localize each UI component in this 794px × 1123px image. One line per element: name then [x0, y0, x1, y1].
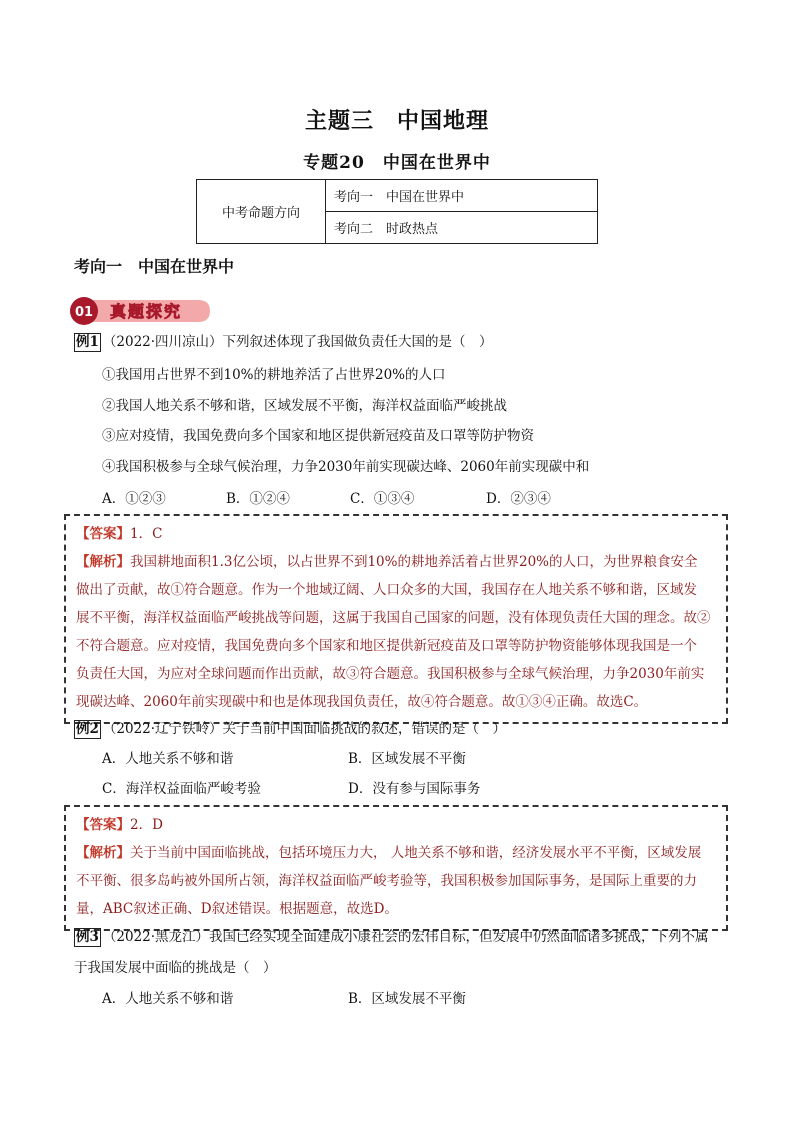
direction-table: [196, 179, 598, 244]
badge-graphic: [70, 296, 212, 326]
example-1-option-a: A．①②③: [102, 491, 166, 507]
example-2-answer-box: [64, 805, 728, 931]
example-1-analysis-line-4: 不符合题意。应对疫情，我国免费向多个国家和地区提供新冠疫苗及口罩等防护物资能够体现我国是一个: [76, 638, 697, 654]
section-badge: [70, 296, 212, 326]
example-1-analysis-line-3: 展不平衡，海洋权益面临严峻挑战等问题，这属于我国自己国家的问题，没有体现负责任大国的理念。故②: [76, 610, 711, 626]
example-3-label: 例3: [76, 929, 99, 945]
example-2-option-b: B．区域发展不平衡: [348, 751, 466, 767]
example-3-options: [102, 988, 466, 1010]
example-2-options-row-1: [102, 748, 466, 770]
example-1-answer-box: [64, 514, 728, 724]
example-2-options-row-2: [102, 778, 480, 800]
example-3-stem-line-1: [74, 926, 709, 948]
example-3-stem-line-2: 于我国发展中面临的挑战是（ ）: [74, 960, 277, 976]
page-subtitle: 专题20 中国在世界中: [303, 153, 491, 173]
example-3-option-a: A．人地关系不够和谐: [102, 991, 234, 1007]
example-2-option-c: C．海洋权益面临严峻考验: [102, 781, 261, 797]
example-1-stem-line: [74, 331, 493, 353]
badge-number: 01: [74, 305, 94, 320]
example-3-stem-1: （2022·黑龙江）我国已经实现全面建成小康社会的宏伟目标，但发展中仍然面临诸多挑战，下列不属: [102, 929, 709, 945]
example-1-options: [102, 488, 551, 510]
section-title: 考向一 中国在世界中: [74, 257, 235, 276]
page-title: 主题三 中国地理: [304, 109, 489, 134]
example-1-statement-1: ①我国用占世界不到10%的耕地养活了占世界20%的人口: [102, 367, 446, 383]
example-1-analysis-line-5: 负责任大国，为应对全球问题而作出贡献，故③符合题意。我国积极参与全球气候治理，力争2030年前实: [76, 666, 705, 682]
example-2-analysis-line-1: 【解析】关于当前中国面临挑战，包括环境压力大， 人地关系不够和谐，经济发展水平不平衡，区域发展: [76, 845, 702, 861]
example-2-analysis-line-3: 量，ABC叙述正确、D叙述错误。根据题意，故选D。: [76, 901, 398, 917]
example-2-option-d: D．没有参与国际事务: [348, 781, 481, 797]
example-1-option-c: C．①③④: [350, 491, 415, 507]
example-1-statement-4: ④我国积极参与全球气候治理，力争2030年前实现碳达峰、2060年前实现碳中和: [102, 459, 590, 475]
example-1-statement-2: ②我国人地关系不够和谐，区域发展不平衡，海洋权益面临严峻挑战: [102, 398, 507, 414]
direction-item-1: 考向一 中国在世界中: [326, 180, 598, 212]
example-3-option-b: B．区域发展不平衡: [348, 991, 466, 1007]
example-1-analysis-line-2: 做出了贡献，故①符合题意。作为一个地域辽阔、人口众多的大国，我国存在人地关系不够和谐，区域发: [76, 582, 697, 598]
example-2-option-a: A．人地关系不够和谐: [102, 751, 234, 767]
example-2-answer: 【答案】2．D: [76, 817, 163, 833]
example-2-stem-line: [74, 718, 506, 740]
example-1-statement-3: ③应对疫情，我国免费向多个国家和地区提供新冠疫苗及口罩等防护物资: [102, 428, 534, 444]
badge-text: 真题探究: [109, 302, 183, 321]
example-1-label: 例1: [76, 334, 99, 350]
example-1-stem: （2022·四川凉山）下列叙述体现了我国做负责任大国的是（ ）: [102, 334, 493, 350]
example-2-analysis-line-2: 不平衡、很多岛屿被外国所占领，海洋权益面临严峻考验等，我国积极参加国际事务，是国际上重要的力: [76, 873, 697, 889]
example-1-answer: 【答案】1．C: [76, 526, 163, 542]
example-1-option-b: B．①②④: [226, 491, 290, 507]
example-1-analysis-line-6: 现碳达峰、2060年前实现碳中和也是体现我国负责任，故④符合题意。故①③④正确。故选C。: [76, 694, 648, 710]
example-2-label: 例2: [76, 721, 99, 737]
direction-item-2: 考向二 时政热点: [326, 212, 598, 244]
example-2-stem: （2022·辽宁铁岭）关于当前中国面临挑战的叙述，错误的是（ ）: [102, 721, 507, 737]
example-1-analysis-line-1: 【解析】我国耕地面积1.3亿公顷，以占世界不到10%的耕地养活着占世界20%的人口，为世界粮食安全: [76, 554, 698, 570]
direction-label: 中考命题方向: [197, 180, 326, 244]
example-1-option-d: D．②③④: [486, 491, 551, 507]
